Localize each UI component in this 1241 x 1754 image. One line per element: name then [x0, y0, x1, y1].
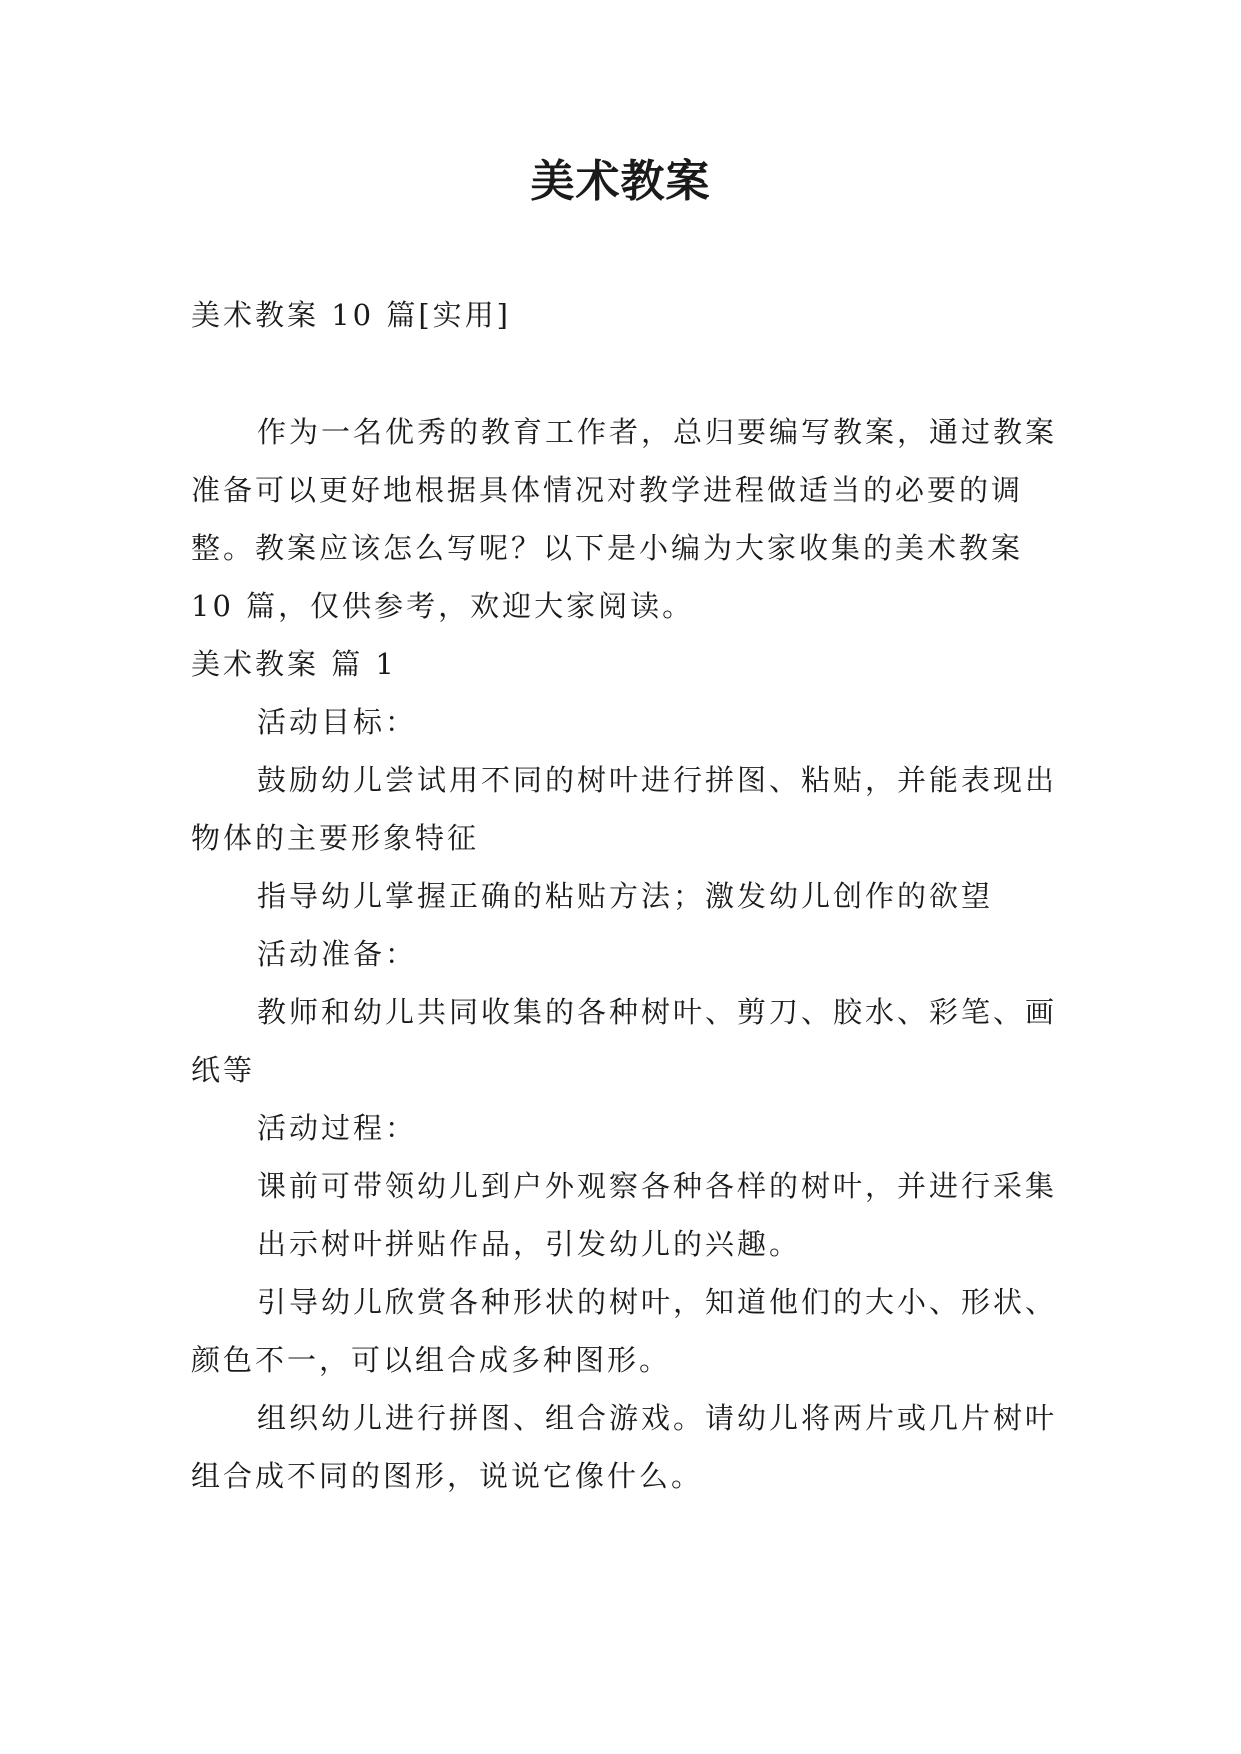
process-step-4: 组织幼儿进行拼图、组合游戏。请幼儿将两片或几片树叶组合成不同的图形，说说它像什么。: [191, 1401, 1058, 1493]
process-step-2: 出示树叶拼贴作品，引发幼儿的兴趣。: [257, 1227, 802, 1261]
prep-label: 活动准备：: [257, 937, 418, 971]
goal-item-1: 鼓励幼儿尝试用不同的树叶进行拼图、粘贴，并能表现出物体的主要形象特征: [191, 763, 1058, 855]
lesson-section: [191, 635, 1061, 1505]
process-step-3: 引导幼儿欣赏各种形状的树叶，知道他们的大小、形状、颜色不一，可以组合成多种图形。: [191, 1285, 1058, 1377]
section-heading: 美术教案 篇 1: [191, 647, 397, 681]
document-subtitle: 美术教案 10 篇[实用]: [191, 298, 511, 332]
process-step-1: 课前可带领幼儿到户外观察各种各样的树叶，并进行采集: [257, 1169, 1058, 1203]
document-title: 美术教案: [530, 156, 711, 207]
prep-text: 教师和幼儿共同收集的各种树叶、剪刀、胶水、彩笔、画纸等: [191, 995, 1058, 1087]
process-label: 活动过程：: [257, 1111, 418, 1145]
goal-item-2: 指导幼儿掌握正确的粘贴方法；激发幼儿创作的欲望: [257, 879, 994, 913]
goals-label: 活动目标：: [257, 705, 418, 739]
intro-paragraph: 作为一名优秀的教育工作者，总归要编写教案，通过教案准备可以更好地根据具体情况对教学进程做适当的必要的调整。教案应该怎么写呢？以下是小编为大家收集的美术教案 10 篇，仅供参考，欢迎大家阅读。: [191, 415, 1058, 623]
